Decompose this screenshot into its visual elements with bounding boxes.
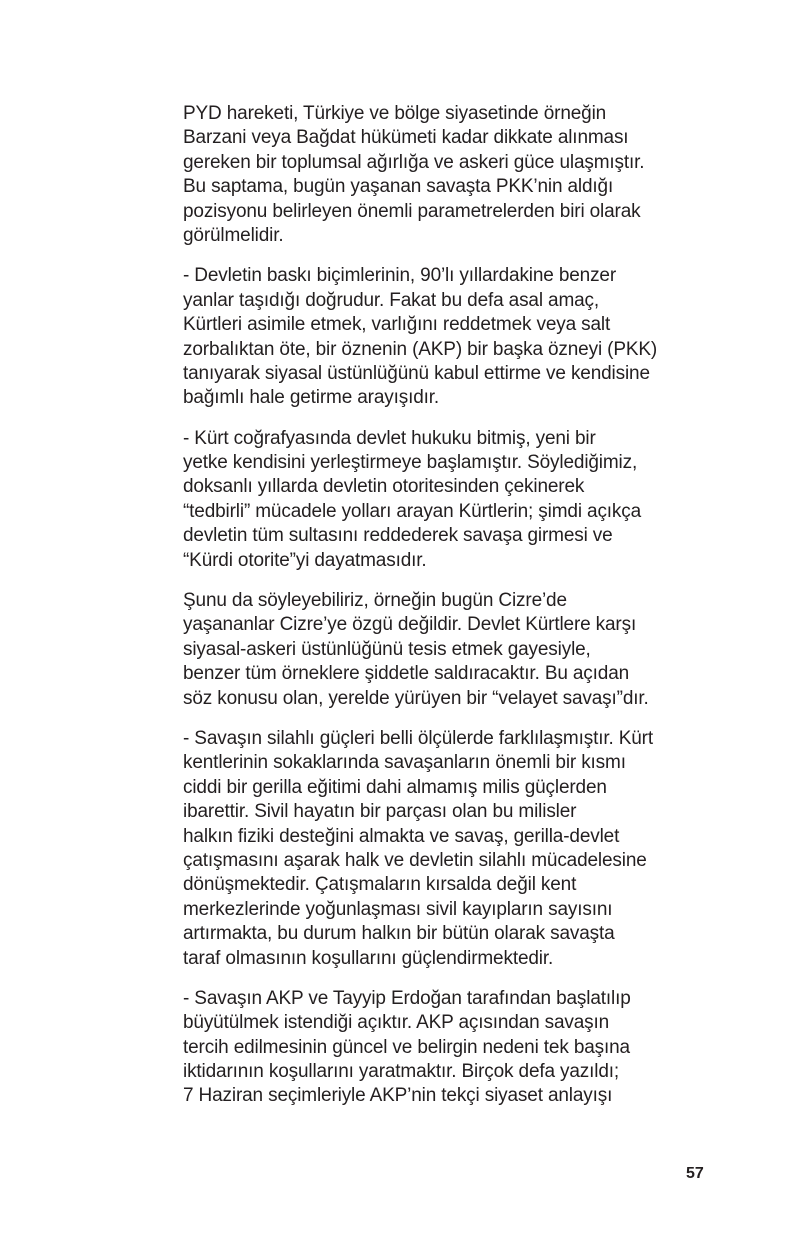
text-line: taraf olmasının koşullarını güçlendirmektedir. xyxy=(183,947,554,969)
text-line: yaşananlar Cizre’ye özgü değildir. Devlet Kürtlere karşı xyxy=(183,614,637,636)
text-line: 7 Haziran seçimleriyle AKP’nin tekçi siyaset anlayışı xyxy=(183,1085,613,1107)
text-line: artırmakta, bu durum halkın bir bütün olarak savaşta xyxy=(183,923,615,945)
page-number: 57 xyxy=(686,1165,704,1182)
paragraph xyxy=(183,102,723,248)
text-line: bağımlı hale getirme arayışıdır. xyxy=(183,387,440,409)
text-line: ibarettir. Sivil hayatın bir parçası olan bu milisler xyxy=(183,801,577,823)
paragraph xyxy=(183,987,723,1109)
text-line: Bu saptama, bugün yaşanan savaşta PKK’nin aldığı xyxy=(183,176,614,198)
text-line: “Kürdi otorite”yi dayatmasıdır. xyxy=(183,549,427,571)
text-line: zorbalıktan öte, bir öznenin (AKP) bir başka özneyi (PKK) xyxy=(183,338,658,360)
text-line: görülmelidir. xyxy=(183,224,284,246)
text-line: söz konusu olan, yerelde yürüyen bir “velayet savaşı”dır. xyxy=(183,687,649,709)
paragraph xyxy=(183,427,723,573)
text-line: yanlar taşıdığı doğrudur. Fakat bu defa asal amaç, xyxy=(183,289,600,311)
text-line: PYD hareketi, Türkiye ve bölge siyasetinde örneğin xyxy=(183,103,607,124)
text-line: çatışmasını aşarak halk ve devletin silahlı mücadelesine xyxy=(183,849,647,871)
text-line: devletin tüm sultasını reddederek savaşa girmesi ve xyxy=(183,525,613,547)
text-line: - Kürt coğrafyasında devlet hukuku bitmiş, yeni bir xyxy=(183,427,596,449)
text-line: dönüşmektedir. Çatışmaların kırsalda değil kent xyxy=(183,874,577,896)
paragraph xyxy=(183,727,723,971)
text-line: kentlerinin sokaklarında savaşanların önemli bir kısmı xyxy=(183,752,626,774)
text-line: benzer tüm örneklere şiddetle saldıracaktır. Bu açıdan xyxy=(183,663,630,685)
text-line: ciddi bir gerilla eğitimi dahi almamış milis güçlerden xyxy=(183,776,607,798)
text-line: pozisyonu belirleyen önemli parametrelerden biri olarak xyxy=(183,200,641,222)
text-line: yetke kendisini yerleştirmeye başlamıştır. Söylediğimiz, xyxy=(183,452,638,474)
text-line: doksanlı yıllarda devletin otoritesinden çekinerek xyxy=(183,476,585,498)
text-line: - Savaşın silahlı güçleri belli ölçülerde farklılaşmıştır. Kürt xyxy=(183,727,653,749)
text-line: gereken bir toplumsal ağırlığa ve askeri güce ulaşmıştır. xyxy=(183,151,645,173)
text-line: tanıyarak siyasal üstünlüğünü kabul ettirme ve kendisine xyxy=(183,362,650,384)
paragraph xyxy=(183,589,723,711)
text-line: iktidarının koşullarını yaratmaktır. Birçok defa yazıldı; xyxy=(183,1061,620,1083)
text-line: - Devletin baskı biçimlerinin, 90’lı yıllardakine benzer xyxy=(183,265,617,287)
text-line: tercih edilmesinin güncel ve belirgin nedeni tek başına xyxy=(183,1036,630,1058)
paragraph xyxy=(183,264,723,410)
text-line: merkezlerinde yoğunlaşması sivil kayıpların sayısını xyxy=(183,898,613,920)
page-body-text xyxy=(183,102,723,1125)
text-line: “tedbirli” mücadele yolları arayan Kürtlerin; şimdi açıkça xyxy=(183,500,642,522)
text-line: siyasal-askeri üstünlüğünü tesis etmek gayesiyle, xyxy=(183,638,591,660)
text-line: Barzani veya Bağdat hükümeti kadar dikkate alınması xyxy=(183,127,629,149)
text-line: halkın fiziki desteğini almakta ve savaş, gerilla-devlet xyxy=(183,825,620,847)
text-line: Şunu da söyleyebiliriz, örneğin bugün Cizre’de xyxy=(183,590,567,612)
text-line: büyütülmek istendiği açıktır. AKP açısından savaşın xyxy=(183,1012,610,1034)
text-line: - Savaşın AKP ve Tayyip Erdoğan tarafından başlatılıp xyxy=(183,987,631,1009)
text-line: Kürtleri asimile etmek, varlığını reddetmek veya salt xyxy=(183,314,611,336)
